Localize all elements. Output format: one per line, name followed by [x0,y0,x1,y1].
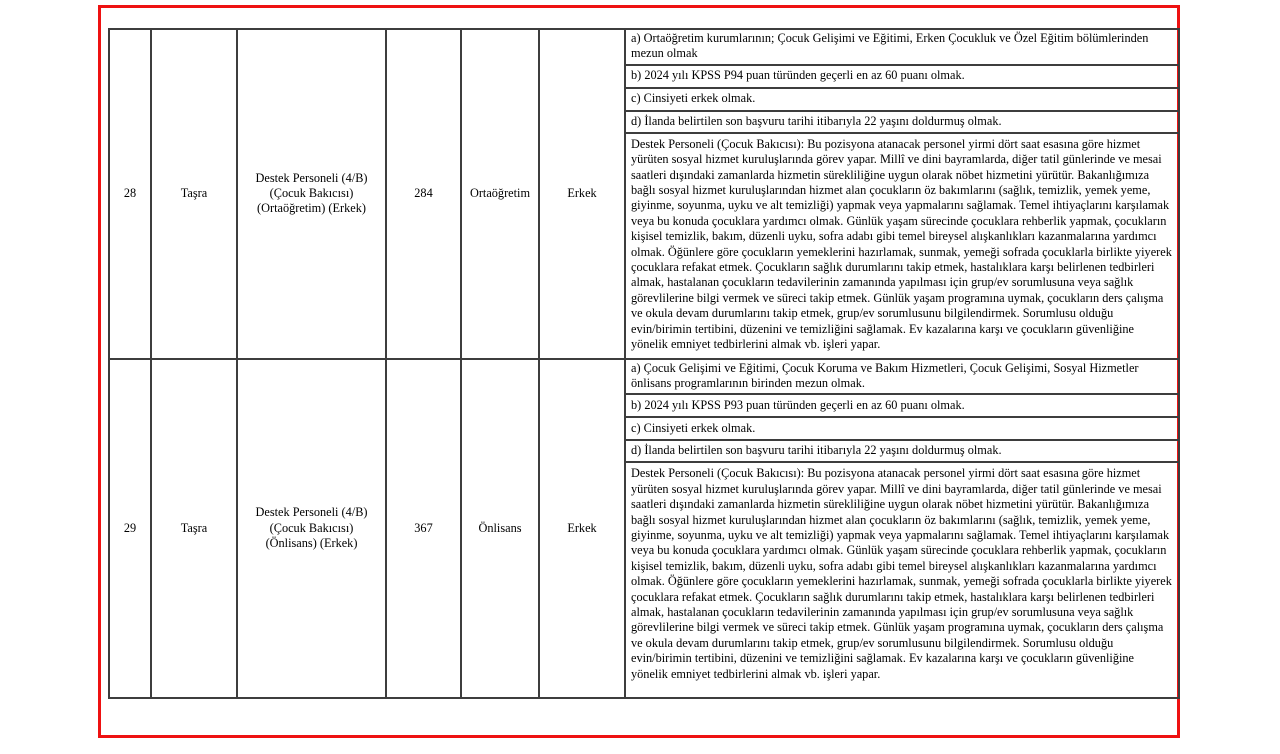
row-number-cell: 28 [109,29,151,359]
position-title-cell [237,359,386,699]
vacancy-count-cell: 284 [386,29,461,359]
vacancy-count-cell: 367 [386,359,461,699]
table-row [109,29,1179,65]
job-description-cell: Destek Personeli (Çocuk Bakıcısı): Bu pozisyona atanacak personel yirmi dört saat esasına göre hizmet yürüten sosyal hizmet kuruluşlarında görev yapar. Millî ve dini bayramlarda, diğer tatil günlerinde ve mesai saatleri dışındaki zamanlarda hizmetin sürekliliğine uygun olarak nöbet hizmetini yürütür. Bakanlığımıza bağlı sosyal hizmet kuruluşlarından hizmet alan çocukların öz bakımlarını (sağlık, temizlik, yemek yeme, giyinme, soyunma, uyku ve alt temizliği) yapmak veya yapmalarını sağlamak. Temel ihtiyaçlarını karşılamak veya bu konuda çocuklara yardımcı olmak. Günlük yaşam sürecinde çocuklara rehberlik yapmak, çocukların kişisel temizlik, bakım, düzenli uyku, sofra adabı gibi temel bireysel alışkanlıkları kazanmalarına yardımcı olmak. Öğünlere göre çocukların yemeklerini hazırlamak, sunmak, yemeği sofrada çocuklarla birlikte yiyerek çocuklara refakat etmek. Çocukların sağlık durumlarını takip etmek, hastalıklara karşı belirlenen tedbirleri almak, hastalanan çocukların tedavilerinin zamanında yapılması için grup/ev sorumlusuna veya sağlık görevlilerine bilgi vermek ve süreci takip etmek. Günlük yaşam programına uymak, çocukların ders çalışma ve okula devam durumlarını takip etmek, grup/ev sorumlusunu bilgilendirmek. Sorumlusu olduğu evin/birimin tertibini, düzenini ve temizliğini sağlamak. Ev kazalarına karşı ve çocukların güvenliğine yönelik emniyet tedbirlerini almak vb. işleri yapar. [625,462,1179,698]
job-description-cell: Destek Personeli (Çocuk Bakıcısı): Bu pozisyona atanacak personel yirmi dört saat esasına göre hizmet yürüten sosyal hizmet kuruluşlarında görev yapar. Millî ve dini bayramlarda, diğer tatil günlerinde ve mesai saatleri dışındaki zamanlarda hizmetin sürekliliğine uygun olarak nöbet hizmetini yürütür. Bakanlığımıza bağlı sosyal hizmet kuruluşlarından hizmet alan çocukların öz bakımlarını (sağlık, temizlik, yemek yeme, giyinme, soyunma, uyku ve alt temizliği) yapmak veya yapmalarını sağlamak. Temel ihtiyaçlarını karşılamak veya bu konuda çocuklara yardımcı olmak. Günlük yaşam sürecinde çocuklara rehberlik yapmak, çocukların kişisel temizlik, bakım, düzenli uyku, sofra adabı gibi temel bireysel alışkanlıkları kazanmalarına yardımcı olmak. Öğünlere göre çocukların yemeklerini hazırlamak, sunmak, yemeği sofrada çocuklarla birlikte yiyerek çocuklara refakat etmek. Çocukların sağlık durumlarını takip etmek, hastalıklara karşı belirlenen tedbirleri almak, hastalanan çocukların tedavilerinin zamanında yapılması için grup/ev sorumlusuna veya sağlık görevlilerine bilgi vermek ve süreci takip etmek. Günlük yaşam programına uymak, çocukların ders çalışma ve okula devam durumlarını takip etmek, grup/ev sorumlusunu bilgilendirmek. Sorumlusu olduğu evin/birimin tertibini, düzenini ve temizliğini sağlamak. Ev kazalarına karşı ve çocukların güvenliğine yönelik emniyet tedbirlerini almak vb. işleri yapar. [625,133,1179,359]
requirement-b-cell: b) 2024 yılı KPSS P93 puan türünden geçerli en az 60 puanı olmak. [625,394,1179,417]
row-number-cell: 29 [109,359,151,699]
job-posting-table [108,28,1180,699]
requirement-a-cell: a) Ortaöğretim kurumlarının; Çocuk Gelişimi ve Eğitimi, Erken Çocukluk ve Özel Eğitim bölümlerinden mezun olmak [625,29,1179,65]
requirement-c-cell: c) Cinsiyeti erkek olmak. [625,417,1179,440]
requirement-d-cell: d) İlanda belirtilen son başvuru tarihi itibarıyla 22 yaşını doldurmuş olmak. [625,111,1179,133]
position-line: (Çocuk Bakıcısı) [269,520,354,535]
gender-cell: Erkek [539,359,625,699]
requirement-a-cell: a) Çocuk Gelişimi ve Eğitimi, Çocuk Koruma ve Bakım Hizmetleri, Çocuk Gelişimi, Sosyal Hizmetler önlisans programlarının birinden mezun olmak. [625,359,1179,395]
position-title-cell [237,29,386,359]
requirement-d-cell: d) İlanda belirtilen son başvuru tarihi itibarıyla 22 yaşını doldurmuş olmak. [625,440,1179,462]
education-level-cell: Önlisans [461,359,539,699]
requirement-b-cell: b) 2024 yılı KPSS P94 puan türünden geçerli en az 60 puanı olmak. [625,65,1179,88]
position-line: Destek Personeli (4/B) [255,170,368,185]
education-level-cell: Ortaöğretim [461,29,539,359]
location-cell: Taşra [151,359,237,699]
position-line: (Çocuk Bakıcısı) [269,186,354,201]
location-cell: Taşra [151,29,237,359]
table-row [109,359,1179,395]
position-line: (Önlisans) (Erkek) [265,535,358,550]
position-line: Destek Personeli (4/B) [255,505,368,520]
gender-cell: Erkek [539,29,625,359]
requirement-c-cell: c) Cinsiyeti erkek olmak. [625,88,1179,111]
position-line: (Ortaöğretim) (Erkek) [257,201,366,216]
